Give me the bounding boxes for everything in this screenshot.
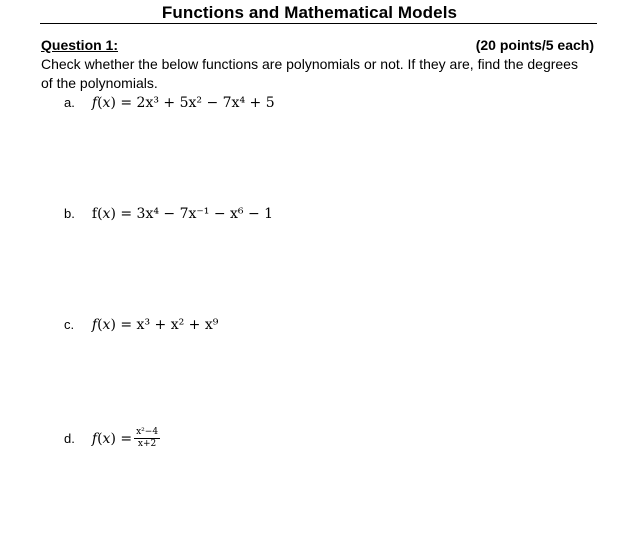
item-b-var: x (102, 206, 111, 222)
item-b-label: b. (64, 206, 75, 221)
item-c-equation: = x³ + x² + x⁹ (120, 317, 219, 333)
item-a-equation: = 2x³ + 5x² − 7x⁴ + 5 (120, 95, 275, 111)
item-d-denominator: x+2 (137, 439, 157, 449)
item-d-fraction (134, 427, 160, 450)
item-a-function: f(x) = 2x³ + 5x² − 7x⁴ + 5 (91, 95, 275, 111)
item-d (64, 427, 160, 450)
item-d-equals: = (120, 430, 133, 447)
item-c-fname: f (91, 317, 98, 333)
item-d-numerator: x²−4 (136, 427, 159, 437)
item-a-label: a. (64, 95, 75, 110)
item-b-function: f(x) = 3x⁴ − 7x⁻¹ − x⁶ − 1 (91, 206, 274, 222)
question-points: (20 points/5 each) (475, 37, 594, 53)
title-divider (40, 23, 597, 24)
item-a (64, 94, 275, 111)
item-a-fname: f (91, 95, 98, 111)
item-c-var: x (102, 317, 111, 333)
item-d-var: x (102, 430, 111, 447)
item-d-label: d. (64, 430, 75, 446)
item-b-equation: = 3x⁴ − 7x⁻¹ − x⁶ − 1 (120, 206, 274, 222)
document-title: Functions and Mathematical Models (161, 3, 458, 22)
item-c (64, 316, 218, 333)
item-d-fname: f (91, 430, 98, 447)
item-c-function: f(x) = x³ + x² + x⁹ (91, 317, 219, 333)
question-heading: Question 1: (41, 37, 119, 53)
item-b (64, 205, 273, 222)
item-d-function: f(x) = $\frac{\text{x²−4}}{x+2}$ (91, 427, 159, 449)
item-a-var: x (102, 95, 111, 111)
question-prompt: Check whether the below functions are polynomials or not. If they are, find the degrees of the polynomials. (41, 56, 578, 91)
item-c-label: c. (64, 317, 75, 332)
